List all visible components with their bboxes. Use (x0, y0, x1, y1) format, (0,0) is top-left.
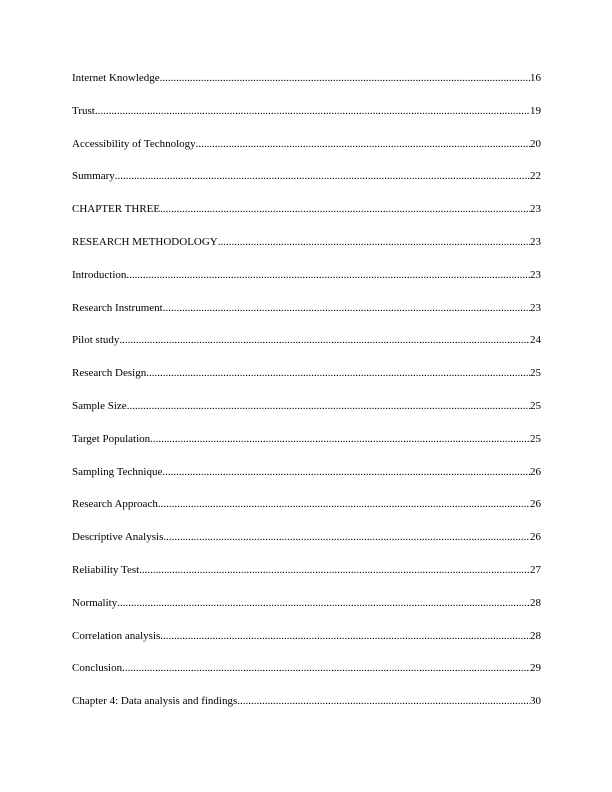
toc-entry-page: 16 (530, 72, 541, 84)
toc-dot-leader (119, 333, 530, 347)
toc-entry-page: 23 (530, 301, 541, 314)
toc-entry-page: 20 (530, 137, 541, 150)
toc-entry[interactable] (72, 202, 541, 235)
toc-entry-title: Research Design (72, 367, 147, 380)
toc-entry-page: 25 (530, 399, 541, 412)
toc-dot-leader (196, 137, 530, 151)
toc-entry-title: Trust (72, 104, 95, 117)
toc-entry-page: 26 (530, 498, 541, 511)
toc-dot-leader (150, 432, 530, 446)
toc-dot-leader (162, 465, 530, 479)
toc-dot-leader (158, 497, 530, 511)
toc-dot-leader (160, 71, 530, 85)
toc-entry[interactable] (72, 268, 541, 301)
toc-entry-page: 23 (530, 203, 541, 216)
toc-entry-title: Accessibility of Technology (72, 137, 196, 150)
toc-entry-page: 22 (530, 170, 541, 183)
toc-entry-page: 29 (530, 662, 541, 675)
toc-entry-title: CHAPTER THREE (72, 203, 161, 216)
toc-entry-title: Sampling Technique (72, 465, 163, 478)
toc-entry[interactable] (72, 104, 541, 137)
toc-entry-title: Research Instrument (72, 301, 163, 314)
toc-entry-page: 27 (530, 563, 541, 576)
toc-entry-title: Summary (72, 170, 115, 183)
toc-entry[interactable] (72, 333, 541, 366)
toc-entry[interactable] (72, 497, 541, 530)
toc-entry-title: Sample Size (72, 399, 127, 412)
toc-entry-page: 28 (530, 596, 541, 609)
toc-entry[interactable] (72, 661, 541, 694)
toc-entry-title: Target Population (72, 432, 151, 445)
toc-entry[interactable] (72, 596, 541, 629)
toc-dot-leader (146, 366, 530, 380)
toc-entry-page: 28 (530, 629, 541, 642)
toc-entry-title: Chapter 4: Data analysis and findings (72, 695, 238, 708)
toc-dot-leader (127, 399, 530, 413)
toc-dot-leader (160, 202, 530, 216)
toc-dot-leader (117, 596, 530, 610)
toc-entry-title: Pilot study (72, 334, 120, 347)
toc-dot-leader (160, 629, 530, 643)
toc-entry-title: Correlation analysis (72, 629, 161, 642)
toc-entry-title: Introduction (72, 268, 127, 281)
toc-dot-leader (95, 104, 530, 118)
toc-entry-page: 26 (530, 531, 541, 544)
toc-entry-title: Normality (72, 596, 118, 609)
toc-dot-leader (122, 661, 530, 675)
toc-dot-leader (163, 530, 530, 544)
toc-entry-page: 23 (530, 235, 541, 248)
toc-entry-page: 25 (530, 432, 541, 445)
toc-entry[interactable] (72, 432, 541, 465)
toc-entry[interactable] (72, 71, 541, 104)
toc-entry[interactable] (72, 235, 541, 268)
table-of-contents (72, 71, 541, 727)
toc-entry[interactable] (72, 366, 541, 399)
toc-dot-leader (126, 268, 530, 282)
toc-dot-leader (139, 563, 530, 577)
toc-dot-leader (163, 301, 530, 315)
toc-dot-leader (115, 169, 530, 183)
toc-entry-page: 30 (530, 695, 541, 708)
toc-entry-page: 19 (530, 104, 541, 117)
toc-entry[interactable] (72, 694, 541, 727)
toc-entry-title: Conclusion (72, 662, 123, 675)
toc-entry[interactable] (72, 629, 541, 662)
toc-entry[interactable] (72, 465, 541, 498)
toc-entry-page: 24 (530, 334, 541, 347)
toc-entry-page: 25 (530, 367, 541, 380)
toc-entry-title: Descriptive Analysis (72, 531, 164, 544)
toc-entry-title: Research Approach (72, 498, 158, 511)
toc-entry-title: Internet Knowledge (72, 72, 160, 84)
toc-dot-leader (218, 235, 530, 249)
toc-entry-title: RESEARCH METHODOLOGY (72, 235, 218, 248)
toc-entry-title: Reliability Test (72, 563, 140, 576)
toc-entry[interactable] (72, 399, 541, 432)
toc-entry-page: 23 (530, 268, 541, 281)
toc-entry[interactable] (72, 563, 541, 596)
toc-entry-page: 26 (530, 465, 541, 478)
toc-entry[interactable] (72, 301, 541, 334)
toc-entry[interactable] (72, 169, 541, 202)
toc-entry[interactable] (72, 137, 541, 170)
toc-dot-leader (237, 694, 530, 708)
toc-entry[interactable] (72, 530, 541, 563)
